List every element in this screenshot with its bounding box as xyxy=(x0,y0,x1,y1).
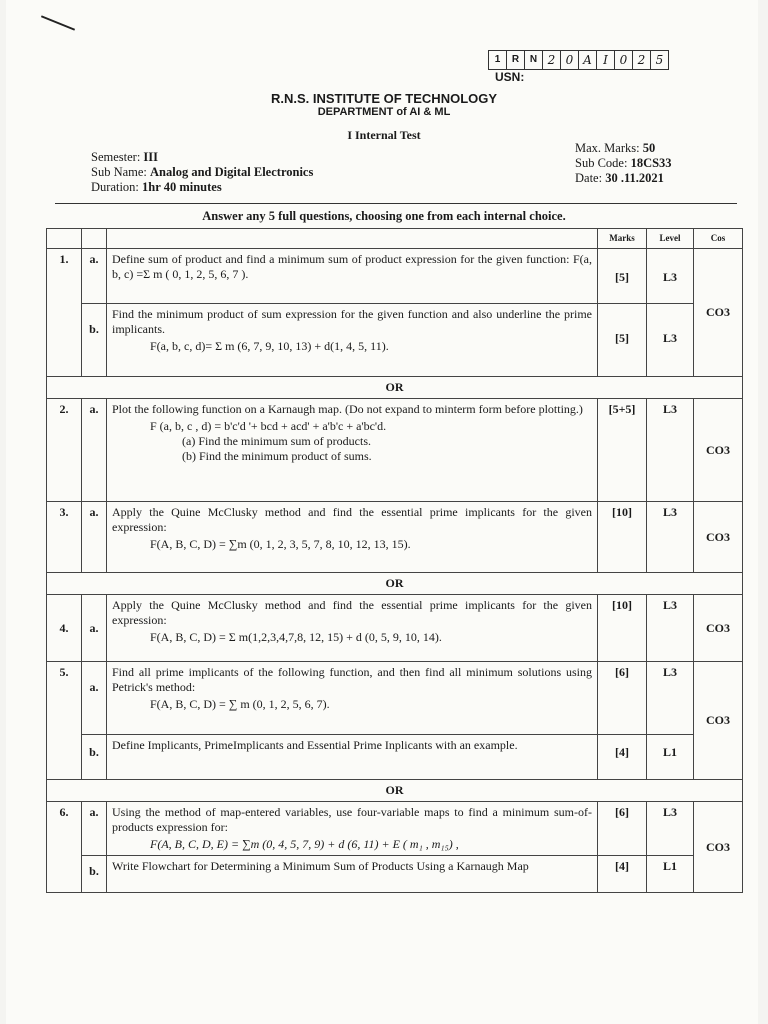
usn-digit: 5 xyxy=(655,53,664,67)
question-text: Find all prime implicants of the following function, and then find all minimum solutions using Petrick's method: xyxy=(112,665,592,694)
max-marks-value: 50 xyxy=(642,141,656,155)
question-text: Write Flowchart for Determining a Minimum Sum of Products Using a Karnaugh Map xyxy=(112,859,529,873)
or-row: OR xyxy=(47,573,743,595)
or-row: OR xyxy=(47,377,743,399)
usn-digit: 2 xyxy=(633,51,651,69)
table-row: 6. a. Using the method of map-entered variables, use four-variable maps to find a minimum sum-of-products expression for: F(A, B, C, D, E) = ∑m (0, 4, 5, 7, 9) + d (6, 11) + E ( m₁ , m₁₅) , [6] L3 CO3 xyxy=(47,802,743,856)
question-text: Define sum of product and find a minimum sum of product expression for the given function: F(a, b, c) =Σ m ( 0, 1, 2, 5, 6, 7 ). xyxy=(112,252,592,281)
institute-name: R.N.S. INSTITUTE OF TECHNOLOGY xyxy=(270,91,498,106)
question-text: Find the minimum product of sum expression for the given function and also underline the prime implicants. xyxy=(112,307,592,336)
or-row: OR xyxy=(47,780,743,802)
usn-digit: R xyxy=(507,51,525,69)
table-row: 2. a. Plot the following function on a Karnaugh map. (Do not expand to minterm form before plotting.) F (a, b, c , d) = b'c'd '+ bcd + acd' + a'b'c + a'bc'd. (a) Find the minimum sum of products. (b) Find the minimum product of sums. [5+5] L3 CO3 xyxy=(47,399,743,502)
sub-code-value: 18CS33 xyxy=(630,156,672,170)
col-marks: Marks xyxy=(598,229,647,249)
equation: F(A, B, C, D) = Σ m(1,2,3,4,7,8, 12, 15) + d (0, 5, 9, 10, 14). xyxy=(150,630,442,644)
question-text: Apply the Quine McClusky method and find the essential prime implicants for the given expression: xyxy=(112,505,592,534)
instructions: Answer any 5 full questions, choosing one from each internal choice. xyxy=(202,209,566,223)
usn-digit: 2 xyxy=(543,51,561,69)
usn-digit: N xyxy=(525,51,543,69)
test-title: I Internal Test xyxy=(347,128,421,142)
question-text: Plot the following function on a Karnaugh map. (Do not expand to minterm form before plotting.) xyxy=(112,402,583,416)
table-row: b. Write Flowchart for Determining a Minimum Sum of Products Using a Karnaugh Map [4] L1 xyxy=(47,856,743,893)
usn-digit: 1 xyxy=(489,51,507,69)
divider xyxy=(55,203,737,204)
table-row: 5. a. Find all prime implicants of the following function, and then find all minimum solutions using Petrick's method: F(A, B, C, D) = ∑ m (0, 1, 2, 5, 6, 7). [6] L3 CO3 xyxy=(47,662,743,735)
equation: F(a, b, c, d)= Σ m (6, 7, 9, 10, 13) + d(1, 4, 5, 11). xyxy=(150,339,389,353)
table-header xyxy=(47,229,743,249)
meta-right: Max. Marks: 50 Sub Code: 18CS33 Date: 30 .11.2021 xyxy=(575,141,672,185)
duration-value: 1hr 40 minutes xyxy=(142,180,222,194)
question-text: Using the method of map-entered variables, use four-variable maps to find a minimum sum-of-products expression for: xyxy=(112,805,592,834)
usn-boxes xyxy=(488,50,669,70)
meta-left: Semester: III Sub Name: Analog and Digital Electronics Duration: 1hr 40 minutes xyxy=(91,150,314,194)
table-row: b. Define Implicants, PrimeImplicants and Essential Prime Inplicants with an example. [4] L1 xyxy=(47,735,743,780)
usn-label: USN: xyxy=(495,70,525,84)
usn-digit: A xyxy=(579,51,597,69)
questions-table xyxy=(46,228,743,893)
equation: F(A, B, C, D, E) = ∑m (0, 4, 5, 7, 9) + d (6, 11) + E ( m₁ , m₁₅) , xyxy=(150,837,459,851)
equation: F(A, B, C, D) = ∑m (0, 1, 2, 3, 5, 7, 8, 10, 12, 13, 15). xyxy=(150,537,411,551)
usn-digit: 0 xyxy=(561,51,579,69)
usn-digit: 0 xyxy=(615,51,633,69)
question-text: Define Implicants, PrimeImplicants and Essential Prime Inplicants with an example. xyxy=(112,738,518,752)
date-value: 30 .11.2021 xyxy=(605,171,664,185)
usn-digit: I xyxy=(597,51,615,69)
question-text: Apply the Quine McClusky method and find the essential prime implicants for the given expression: xyxy=(112,598,592,627)
semester-value: III xyxy=(143,150,159,164)
subject-value: Analog and Digital Electronics xyxy=(150,165,314,179)
col-level: Level xyxy=(647,229,694,249)
equation: F (a, b, c , d) = b'c'd '+ bcd + acd' + a'b'c + a'bc'd. xyxy=(150,419,387,433)
table-row: b. Find the minimum product of sum expression for the given function and also underline the prime implicants. F(a, b, c, d)= Σ m (6, 7, 9, 10, 13) + d(1, 4, 5, 11). [5] L3 xyxy=(47,304,743,377)
equation: F(A, B, C, D) = ∑ m (0, 1, 2, 5, 6, 7). xyxy=(150,697,330,711)
department-name: DEPARTMENT of AI & ML xyxy=(317,106,451,118)
table-row: 4. a. Apply the Quine McClusky method and find the essential prime implicants for the given expression: F(A, B, C, D) = Σ m(1,2,3,4,7,8, 12, 15) + d (0, 5, 9, 10, 14). [10] L3 CO3 xyxy=(47,595,743,662)
table-row: 1. a. Define sum of product and find a minimum sum of product expression for the given function: F(a, b, c) =Σ m ( 0, 1, 2, 5, 6, 7 ). [5] L3 CO3 xyxy=(47,249,743,304)
table-row: 3. a. Apply the Quine McClusky method and find the essential prime implicants for the given expression: F(A, B, C, D) = ∑m (0, 1, 2, 3, 5, 7, 8, 10, 12, 13, 15). [10] L3 CO3 xyxy=(47,502,743,573)
col-cos: Cos xyxy=(694,229,743,249)
pen-stroke xyxy=(41,15,75,30)
